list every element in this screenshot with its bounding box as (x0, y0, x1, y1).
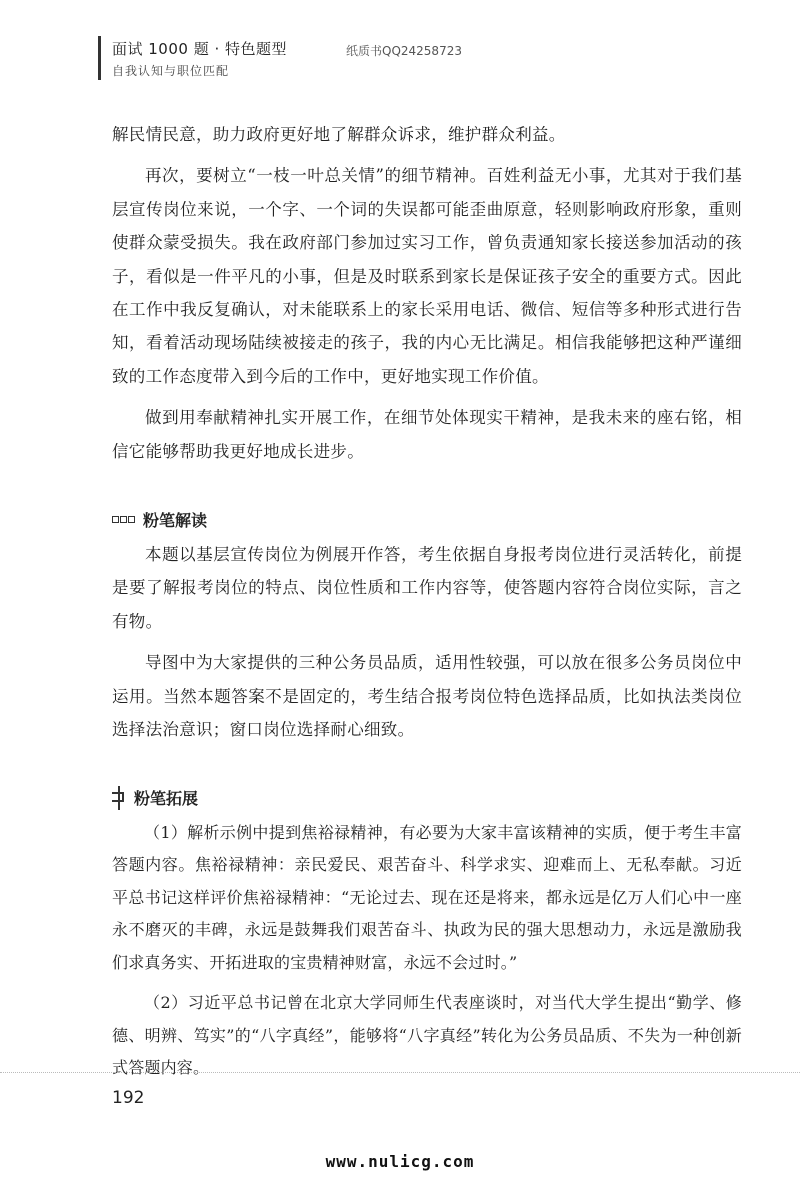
analysis-paragraph-1: 本题以基层宣传岗位为例展开作答，考生依据自身报考岗位进行灵活转化，前提是要了解报考岗位的特点、岗位性质和工作内容等，使答题内容符合岗位实际，言之有物。 (112, 545, 742, 631)
body-paragraph-3: 做到用奉献精神扎实开展工作，在细节处体现实干精神，是我未来的座右铭，相信它能够帮助我更好地成长进步。 (112, 408, 742, 461)
expansion-section-icon (112, 786, 126, 810)
page-number: 192 (112, 1088, 145, 1108)
analysis-section-icon (112, 516, 135, 523)
analysis-heading-text: 粉笔解读 (143, 510, 208, 530)
expansion-item-2: （2）习近平总书记曾在北京大学同师生代表座谈时，对当代大学生提出“勤学、修德、明辨、笃实”的“八字真经”，能够将“八字真经”转化为公务员品质、不失为一种创新式答题内容。 (112, 993, 742, 1077)
analysis-heading (112, 504, 742, 534)
page-content (112, 118, 742, 1085)
body-paragraph-2: 再次，要树立“一枝一叶总关情”的细节精神。百姓利益无小事，尤其对于我们基层宣传岗位来说，一个字、一个词的失误都可能歪曲原意，轻则影响政府形象，重则使群众蒙受损失。我在政府部门参加过实习工作，曾负责通知家长接送参加活动的孩子，看似是一件平凡的小事，但是及时联系到家长是保证孩子安全的重要方式。因此在工作中我反复确认，对未能联系上的家长采用电话、微信、短信等多种形式进行告知，看着活动现场陆续被接走的孩子，我的内心无比满足。相信我能够把这种严谨细致的工作态度带入到今后的工作中，更好地实现工作价值。 (112, 166, 742, 386)
book-title: 面试 1000 题 · 特色题型 (112, 40, 288, 58)
header-bar (98, 36, 101, 80)
expansion-heading (112, 783, 742, 813)
scan-artifact-line (0, 1072, 800, 1074)
footer-url: www.nulicg.com (325, 1152, 475, 1171)
chapter-subtitle: 自我认知与职位匹配 (112, 64, 230, 78)
analysis-paragraph-2: 导图中为大家提供的三种公务员品质，适用性较强，可以放在很多公务员岗位中运用。当然本题答案不是固定的，考生结合报考岗位特色选择品质，比如执法类岗位选择法治意识；窗口岗位选择耐心细致。 (112, 653, 742, 740)
expansion-heading-text: 粉笔拓展 (134, 789, 199, 808)
watermark-text: 纸质书QQ24258723 (346, 44, 462, 58)
expansion-item-1: （1）解析示例中提到焦裕禄精神，有必要为大家丰富该精神的实质，便于考生丰富答题内容。焦裕禄精神：亲民爱民、艰苦奋斗、科学求实、迎难而上、无私奉献。习近平总书记这样评价焦裕禄精神：“无论过去、现在还是将来，都永远是亿万人们心中一座永不磨灭的丰碑，永远是鼓舞我们艰苦奋斗、执政为民的强大思想动力，永远是激励我们求真务实、开拓进取的宝贵精神财富，永远不会过时。” (112, 822, 742, 972)
body-paragraph-1: 解民情民意，助力政府更好地了解群众诉求，维护群众利益。 (112, 125, 566, 144)
